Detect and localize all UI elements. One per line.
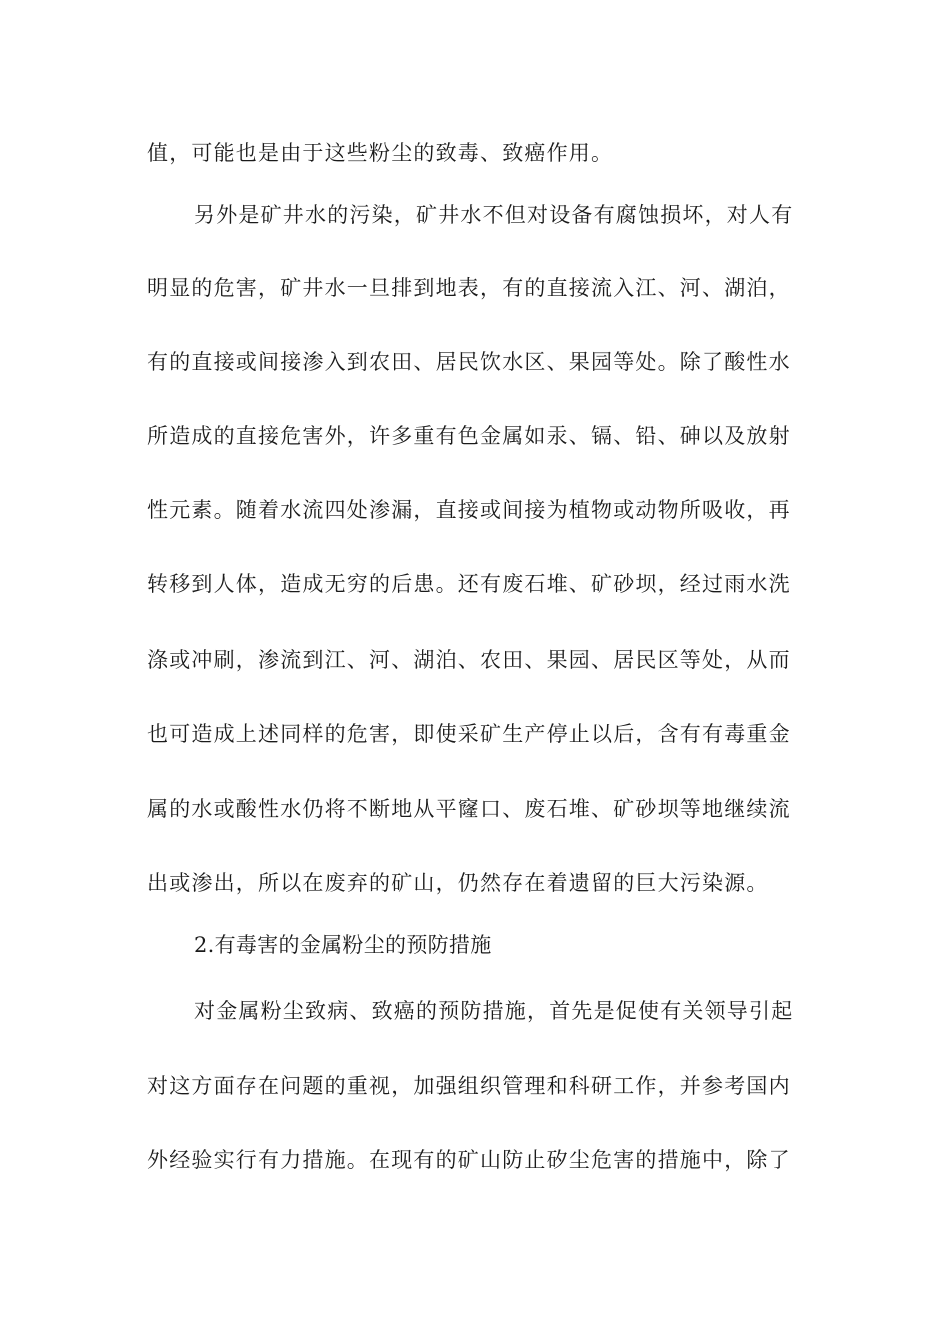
- paragraph-line: 明显的危害，矿井水一旦排到地表，有的直接流入江、河、湖泊，: [147, 276, 791, 300]
- section-heading: 2.有毒害的金属粉尘的预防措施: [194, 933, 492, 957]
- paragraph-line: 涤或冲刷，渗流到江、河、湖泊、农田、果园、居民区等处，从而: [147, 648, 791, 672]
- paragraph-line: 也可造成上述同样的危害，即使采矿生产停止以后，含有有毒重金: [147, 722, 791, 746]
- paragraph-line: 性元素。随着水流四处渗漏，直接或间接为植物或动物所吸收，再: [147, 498, 791, 522]
- paragraph-line: 属的水或酸性水仍将不断地从平窿口、废石堆、矿砂坝等地继续流: [147, 797, 791, 821]
- paragraph-line: 所造成的直接危害外，许多重有色金属如汞、镉、铅、砷以及放射: [147, 424, 791, 448]
- paragraph-line: 外经验实行有力措施。在现有的矿山防止矽尘危害的措施中，除了: [147, 1148, 791, 1172]
- paragraph-line: 有的直接或间接渗入到农田、居民饮水区、果园等处。除了酸性水: [147, 350, 791, 374]
- paragraph-line: 转移到人体，造成无穷的后患。还有废石堆、矿砂坝，经过雨水洗: [147, 572, 791, 596]
- paragraph-line: 出或渗出，所以在废弃的矿山，仍然存在着遗留的巨大污染源。: [147, 871, 769, 895]
- paragraph-line: 值，可能也是由于这些粉尘的致毒、致癌作用。: [147, 141, 614, 165]
- paragraph-line: 对金属粉尘致病、致癌的预防措施，首先是促使有关领导引起: [194, 999, 794, 1023]
- paragraph-line: 另外是矿井水的污染，矿井水不但对设备有腐蚀损坏，对人有: [194, 203, 794, 227]
- paragraph-line: 对这方面存在问题的重视，加强组织管理和科研工作，并参考国内: [147, 1074, 791, 1098]
